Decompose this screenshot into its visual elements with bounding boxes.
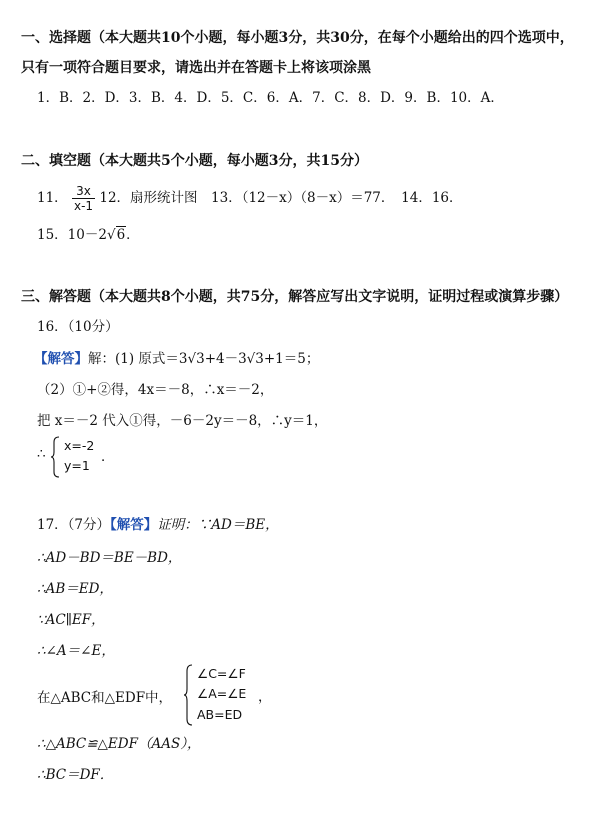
q17-in-text: 在△ABC和△EDF中， (37, 690, 173, 706)
q17-condition-comma: ， (258, 689, 272, 705)
sqrt-symbol: √ (106, 227, 116, 243)
q16-line3: 把 x＝－2 代入①得，－6－2y＝－8，∴y＝1， (37, 413, 328, 429)
q15-suffix: ． (126, 227, 140, 243)
section1-heading-line1: 一、选择题（本大题共10个小题，每小题3分，共30分，在每个小题给出的四个选项中， (21, 30, 574, 46)
q16-end: ． (101, 449, 115, 465)
q17-intro: 证明：∵AD＝BE， (157, 517, 279, 533)
q11-denominator: x-1 (73, 199, 94, 213)
q16-title: 16．（10分） (37, 319, 119, 335)
q17-line5: ∴△ABC≌△EDF（AAS）， (37, 736, 201, 752)
q12-q14-answers: 12．扇形统计图 13．（12－x）（8－x）＝77． 14．16． (99, 190, 463, 206)
section2-heading: 二、填空题（本大题共5个小题，每小题3分，共15分） (21, 153, 368, 169)
answer-tag: 【解答】 (110, 517, 158, 533)
q11-label: 11． (37, 190, 68, 206)
q15-prefix: 15．10－2 (37, 227, 107, 243)
q16-line2: （2）①+②得，4x＝－8，∴x＝－2， (37, 382, 274, 398)
answer-tag: 【解答】 (34, 351, 88, 367)
q16-part1: 解：(1) 原式＝3√3+4－3√3+1＝5； (88, 351, 320, 367)
q17-condition3: AB=ED (197, 707, 243, 722)
q11-numerator: 3x (72, 184, 95, 199)
q17-line4: ∴∠A＝∠E， (37, 643, 115, 659)
q16-system-eq2: y=1 (64, 458, 90, 473)
q11-fraction (72, 184, 95, 213)
left-brace-icon (50, 436, 60, 478)
q17-title: 17．（7分） (37, 517, 111, 533)
q17-line3: ∵AC∥EF， (37, 612, 105, 628)
section1-heading-line2: 只有一项符合题目要求，请选出并在答题卡上将该项涂黑 (21, 60, 371, 76)
section3-heading: 三、解答题（本大题共8个小题，共75分，解答应写出文字说明，证明过程或演算步骤） (21, 289, 569, 305)
q17-line0 (37, 516, 279, 534)
q17-condition2: ∠A=∠E (197, 686, 247, 701)
section1-answers: 1．B．2．D．3．B．4．D．5．C．6．A．7．C．8．D．9．B．10．A． (37, 90, 504, 106)
q17-line1: ∴AD－BD＝BE－BD， (37, 550, 182, 566)
q11-q14-line (37, 181, 463, 215)
q15-radicand: 6 (116, 227, 126, 243)
q17-line2: ∴AB＝ED， (37, 581, 113, 597)
left-brace-icon (183, 664, 193, 726)
q16-line1 (34, 350, 319, 368)
q16-system-eq1: x=-2 (64, 438, 95, 453)
q17-line6: ∴BC＝DF． (37, 767, 114, 783)
q17-condition1: ∠C=∠F (197, 666, 246, 681)
q15-line (37, 226, 140, 244)
q16-therefore: ∴ (37, 446, 46, 462)
